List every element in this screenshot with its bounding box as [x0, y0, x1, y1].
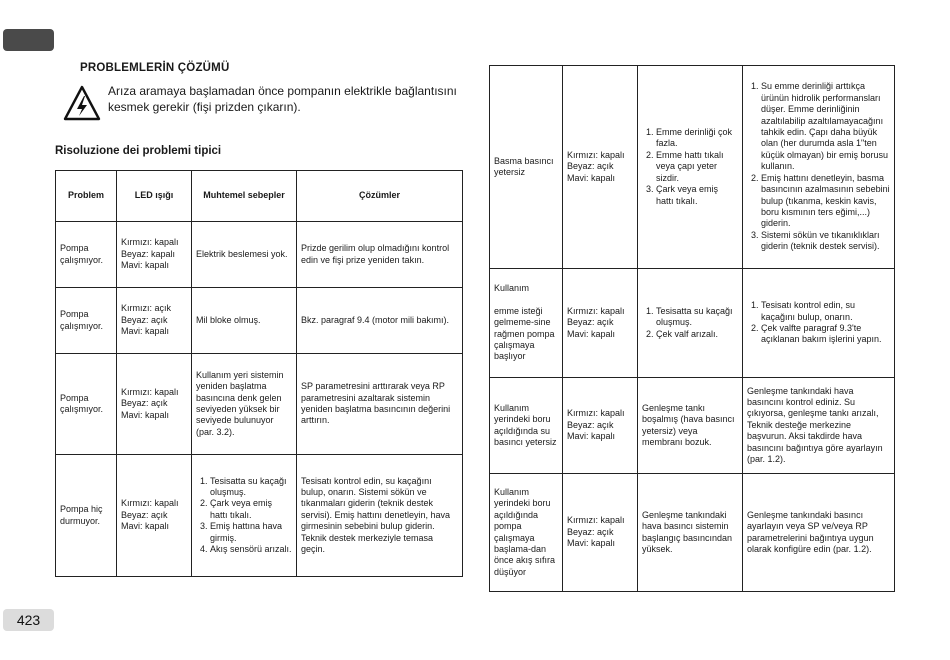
table-row	[490, 474, 895, 592]
troubleshooting-table-right	[489, 65, 895, 592]
cause-cell: Kullanım yeri sistemin yeniden başlatma basıncına denk gelen seviyeden yüksek bir seviyede bulunuyor (par. 3.2).	[192, 354, 297, 455]
table-row	[56, 455, 463, 577]
cause-cell: Elektrik beslemesi yok.	[192, 222, 297, 288]
electrical-hazard-icon	[63, 85, 101, 121]
solution-cell: 1. Tesisatı kontrol edin, su kaçağını bulup, onarın. 2. Çek valfte paragraf 9.3'te açıklanan bakım işlerini yapın.	[743, 269, 895, 378]
cause-cell: 1. Tesisatta su kaçağı oluşmuş. 2. Çark veya emiş hattı tıkalı. 3. Emiş hattına hava girmiş. 4. Akış sensörü arızalı.	[192, 455, 297, 577]
problem-cell: Pompa çalışmıyor.	[56, 288, 117, 354]
led-cell: Kırmızı: kapalı Beyaz: açık Mavi: kapalı	[117, 354, 192, 455]
cause-cell: Genleşme tankındaki hava basıncı sistemin başlangıç basıncından yüksek.	[638, 474, 743, 592]
solution-cell: Genleşme tankındaki basıncı ayarlayın veya SP ve/veya RP parametrelerini bağıntıya uygun olarak konfigüre edin (par. 1.2).	[743, 474, 895, 592]
problem-cell: Kullanım emme isteği gelmeme-sine rağmen pompa çalışmaya başlıyor	[490, 269, 563, 378]
led-cell: Kırmızı: kapalı Beyaz: açık Mavi: kapalı	[563, 474, 638, 592]
led-cell: Kırmızı: açık Beyaz: açık Mavi: kapalı	[117, 288, 192, 354]
solution-cell: Prizde gerilim olup olmadığını kontrol edin ve fişi prize yeniden takın.	[297, 222, 463, 288]
header-problem: Problem	[56, 171, 117, 222]
problem-cell: Pompa hiç durmuyor.	[56, 455, 117, 577]
table-row	[56, 288, 463, 354]
page-number: 423	[3, 609, 54, 631]
warning-text: Arıza aramaya başlamadan önce pompanın elektrikle bağlantısını kesmek gerekir (fişi prizden çıkarın).	[108, 84, 457, 114]
cause-cell: 1. Tesisatta su kaçağı oluşmuş. 2. Çek valf arızalı.	[638, 269, 743, 378]
chapter-tab-marker	[3, 29, 54, 51]
section-title: PROBLEMLERİN ÇÖZÜMÜ	[80, 62, 230, 74]
header-led: LED ışığı	[117, 171, 192, 222]
problem-cell: Kullanım yerindeki boru açıldığında su basıncı yetersiz	[490, 378, 563, 474]
subtitle: Risoluzione dei problemi tipici	[55, 145, 222, 157]
table-row	[56, 354, 463, 455]
solution-cell: Bkz. paragraf 9.4 (motor mili bakımı).	[297, 288, 463, 354]
solution-cell: 1. Su emme derinliği arttıkça ürünün hidrolik performansları düşer. Emme derinliğinin azaltılabilip azaltılamayacağını tahkik edin. Çapı daha büyük olan (her durumda asla 1"ten küçük olmayan) bir emiş borusu kullanın. 2. Emiş hattını denetleyin, basma basıncının azalmasının sebebini bulup (tıkanma, keskin kavis, boru kısmının ters eğimi,...) giderin. 3. Sistemi sökün ve tıkanıklıkları giderin (teknik destek servisi).	[743, 66, 895, 269]
table-row	[490, 66, 895, 269]
solution-cell: Genleşme tankındaki hava basıncını kontrol ediniz. Su çıkıyorsa, genleşme tankı arızalı, Teknik desteğe merkezine başvurun. Aksi takdirde hava basıncını bağıntıya göre ayarlayın (par. 1.2).	[743, 378, 895, 474]
problem-cell: Basma basıncı yetersiz	[490, 66, 563, 269]
header-causes: Muhtemel sebepler	[192, 171, 297, 222]
table-row	[56, 222, 463, 288]
table-row	[490, 378, 895, 474]
led-cell: Kırmızı: kapalı Beyaz: açık Mavi: kapalı	[563, 378, 638, 474]
problem-cell: Pompa çalışmıyor.	[56, 222, 117, 288]
problem-cell: Pompa çalışmıyor.	[56, 354, 117, 455]
led-cell: Kırmızı: kapalı Beyaz: açık Mavi: kapalı	[117, 455, 192, 577]
solution-cell: Tesisatı kontrol edin, su kaçağını bulup, onarın. Sistemi sökün ve tıkanmaları giderin (teknik destek servisi). Emiş hattını denetleyin, hava girmesinin sebebini bulup giderin. Teknik destek merkeziyle temasa geçin.	[297, 455, 463, 577]
solution-cell: SP parametresini arttırarak veya RP parametresini azaltarak sistemin yeniden başlatma basıncının değerini arttırın.	[297, 354, 463, 455]
troubleshooting-table-left	[55, 170, 463, 577]
cause-cell: 1. Emme derinliği çok fazla. 2. Emme hattı tıkalı veya çapı yeter sizdir. 3. Çark veya emiş hattı tıkalı.	[638, 66, 743, 269]
cause-cell: Mil bloke olmuş.	[192, 288, 297, 354]
table-row	[490, 269, 895, 378]
led-cell: Kırmızı: kapalı Beyaz: açık Mavi: kapalı	[563, 66, 638, 269]
header-solutions: Çözümler	[297, 171, 463, 222]
led-cell: Kırmızı: kapalı Beyaz: açık Mavi: kapalı	[563, 269, 638, 378]
cause-cell: Genleşme tankı boşalmış (hava basıncı yetersiz) veya membranı bozuk.	[638, 378, 743, 474]
problem-cell: Kullanım yerindeki boru açıldığında pompa çalışmaya başlama-dan önce akış sıfıra düşüyor	[490, 474, 563, 592]
led-cell: Kırmızı: kapalı Beyaz: kapalı Mavi: kapalı	[117, 222, 192, 288]
